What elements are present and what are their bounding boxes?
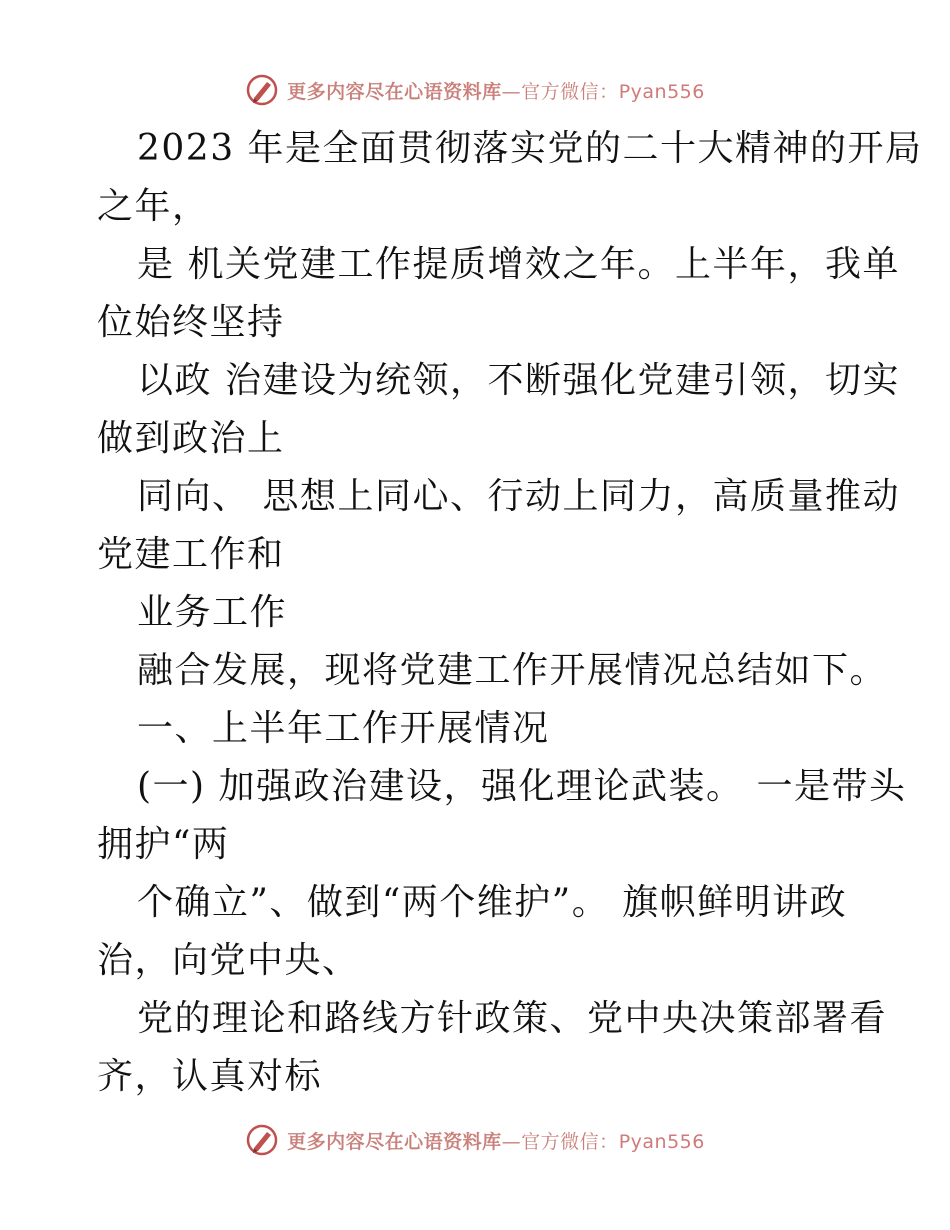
text-line: 党的理论和路线方针政策、党中央决策部署看	[137, 998, 888, 1039]
text-line: 业务工作	[137, 592, 288, 633]
section-heading: 一、上半年工作开展情况	[137, 708, 550, 749]
text-line: 位始终坚持	[97, 302, 285, 343]
text-line: 拥护“两	[97, 824, 230, 865]
text-line: 治，向党中央、	[97, 940, 360, 981]
text-line: 做到政治上	[97, 418, 285, 459]
pen-logo-icon	[245, 1123, 279, 1157]
text-line: 个确立”、做到“两个维护”。 旗帜鲜明讲政	[137, 882, 848, 923]
pen-logo-icon	[245, 73, 279, 107]
watermark-main-text: 更多内容尽在心语资料库	[287, 1130, 502, 1153]
text-line: 融合发展，现将党建工作开展情况总结如下。	[137, 650, 888, 691]
watermark-wechat-id: Pyan556	[618, 1130, 705, 1153]
text-line: (一) 加强政治建设，强化理论武装。 一是带头	[137, 766, 907, 807]
text-line: 之年，	[97, 186, 210, 227]
text-line: 2023 年是全面贯彻落实党的二十大精神的开局	[137, 128, 923, 169]
watermark-wechat-id: Pyan556	[618, 80, 705, 103]
watermark-sub-text: 官方微信：	[521, 1130, 619, 1153]
watermark-sub-text: 官方微信：	[521, 80, 619, 103]
watermark-separator: —	[501, 80, 522, 103]
document-body	[97, 120, 923, 1106]
watermark-separator: —	[501, 1130, 522, 1153]
text-line: 以政 治建设为统领，不断强化党建引领，切实	[137, 360, 900, 401]
text-line: 是 机关党建工作提质增效之年。上半年，我单	[137, 244, 900, 285]
header-watermark	[0, 70, 950, 110]
text-line: 党建工作和	[97, 534, 285, 575]
text-line: 齐，认真对标	[97, 1056, 323, 1097]
watermark-main-text: 更多内容尽在心语资料库	[287, 80, 502, 103]
text-line: 同向、 思想上同心、行动上同力，高质量推动	[137, 476, 900, 517]
footer-watermark	[0, 1120, 950, 1160]
